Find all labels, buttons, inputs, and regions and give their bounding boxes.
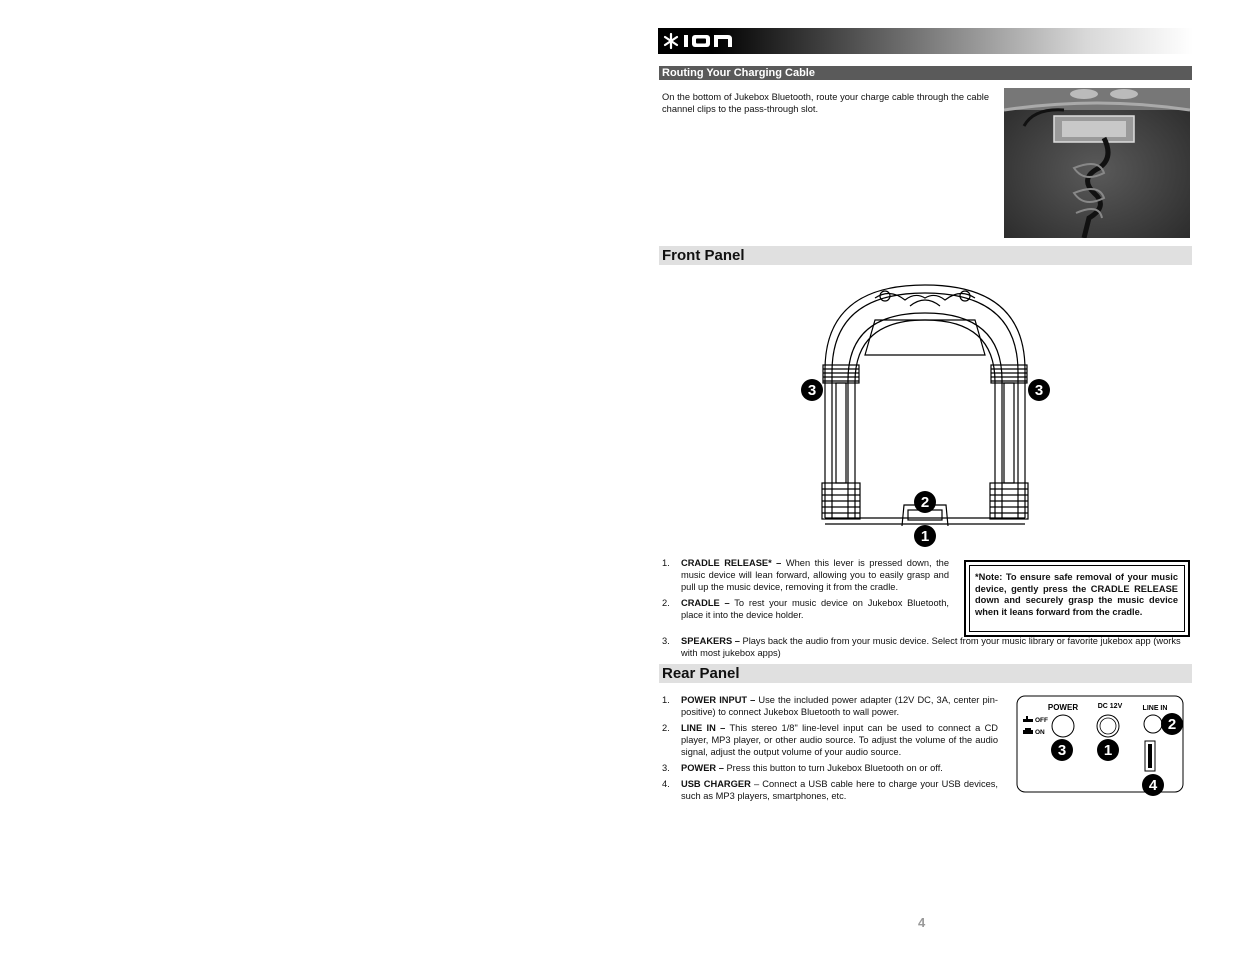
item-label: SPEAKERS – bbox=[681, 636, 740, 646]
line-in-label: LINE IN bbox=[1142, 705, 1168, 712]
callout-2-cradle bbox=[913, 490, 937, 514]
callout-2-line-in bbox=[1160, 712, 1184, 736]
item-label: POWER INPUT – bbox=[681, 695, 756, 705]
callout-label: 1 bbox=[920, 528, 930, 545]
item-label: USB CHARGER bbox=[681, 779, 751, 789]
item-number: 2. bbox=[662, 598, 670, 608]
list-item bbox=[662, 722, 998, 758]
list-item bbox=[662, 694, 998, 718]
list-item bbox=[662, 597, 949, 621]
note-box bbox=[964, 560, 1190, 637]
callout-3-power bbox=[1050, 738, 1074, 762]
item-text: This stereo 1/8" line-level input can be used to connect a CD player, MP3 player, or other audio source. To adjust the volume of the audio signal, adjust the output volume of your audio source. bbox=[681, 723, 999, 757]
item-label: CRADLE – bbox=[681, 598, 730, 608]
note-text: *Note: To ensure safe removal of your music device, gently press the CRADLE RELEASE down and securely grasp the music device when it leans forward from the cradle. bbox=[975, 572, 1178, 617]
callout-1-dc bbox=[1096, 738, 1120, 762]
front-panel-list-cont bbox=[662, 635, 1182, 663]
front-panel-list bbox=[662, 557, 949, 625]
power-label: POWER bbox=[1047, 703, 1079, 712]
item-text: Plays back the audio from your music device. Select from your music library or favorite jukebox app (works with most jukebox apps) bbox=[681, 636, 1181, 658]
callout-3-right bbox=[1027, 378, 1051, 402]
off-label: OFF bbox=[1035, 717, 1048, 724]
item-number: 3. bbox=[662, 763, 670, 773]
item-text: Press this button to turn Jukebox Bluetooth on or off. bbox=[726, 763, 943, 773]
item-text: – Connect a USB cable here to charge your USB devices, such as MP3 players, smartphones, etc. bbox=[681, 779, 998, 801]
brand-header-bar bbox=[658, 28, 1193, 54]
routing-section-title: Routing Your Charging Cable bbox=[662, 67, 815, 79]
item-number: 3. bbox=[662, 636, 670, 646]
callout-3-left bbox=[800, 378, 824, 402]
item-text: When this lever is pressed down, the music device will lean forward, allowing you to easily grasp and pull up the music device, removing it from the cradle. bbox=[681, 558, 949, 592]
item-number: 4. bbox=[662, 779, 670, 789]
callout-label: 3 bbox=[807, 382, 817, 399]
item-text: Use the included power adapter (12V DC, 3A, center pin-positive) to connect Jukebox Bluetooth to wall power. bbox=[681, 695, 998, 717]
item-number: 2. bbox=[662, 723, 670, 733]
on-label: ON bbox=[1035, 729, 1045, 736]
dc-label: DC 12V bbox=[1097, 703, 1123, 710]
callout-label: 1 bbox=[1103, 742, 1113, 759]
callout-label: 3 bbox=[1057, 742, 1067, 759]
callout-1-cradle-release bbox=[913, 524, 937, 548]
routing-instructions: On the bottom of Jukebox Bluetooth, route your charge cable through the cable channel clips to the pass-through slot. bbox=[662, 92, 989, 114]
item-number: 1. bbox=[662, 695, 670, 705]
item-text: To rest your music device on Jukebox Bluetooth, place it into the device holder. bbox=[681, 598, 949, 620]
item-number: 1. bbox=[662, 558, 670, 568]
rear-panel-list bbox=[662, 694, 998, 806]
front-panel-heading: Front Panel bbox=[662, 247, 745, 264]
callout-label: 4 bbox=[1148, 777, 1158, 794]
item-label: CRADLE RELEASE* – bbox=[681, 558, 782, 568]
callout-label: 2 bbox=[1167, 716, 1177, 733]
ion-logo bbox=[662, 32, 742, 50]
list-item bbox=[662, 762, 998, 774]
rear-panel-heading: Rear Panel bbox=[662, 665, 740, 682]
item-label: POWER – bbox=[681, 763, 724, 773]
list-item bbox=[662, 557, 949, 593]
cable-routing-photo bbox=[1004, 88, 1190, 238]
list-item bbox=[662, 635, 1182, 659]
item-label: LINE IN – bbox=[681, 723, 726, 733]
callout-label: 2 bbox=[920, 494, 930, 511]
list-item bbox=[662, 778, 998, 802]
page-number: 4 bbox=[918, 915, 926, 930]
callout-label: 3 bbox=[1034, 382, 1044, 399]
callout-4-usb bbox=[1141, 773, 1165, 797]
